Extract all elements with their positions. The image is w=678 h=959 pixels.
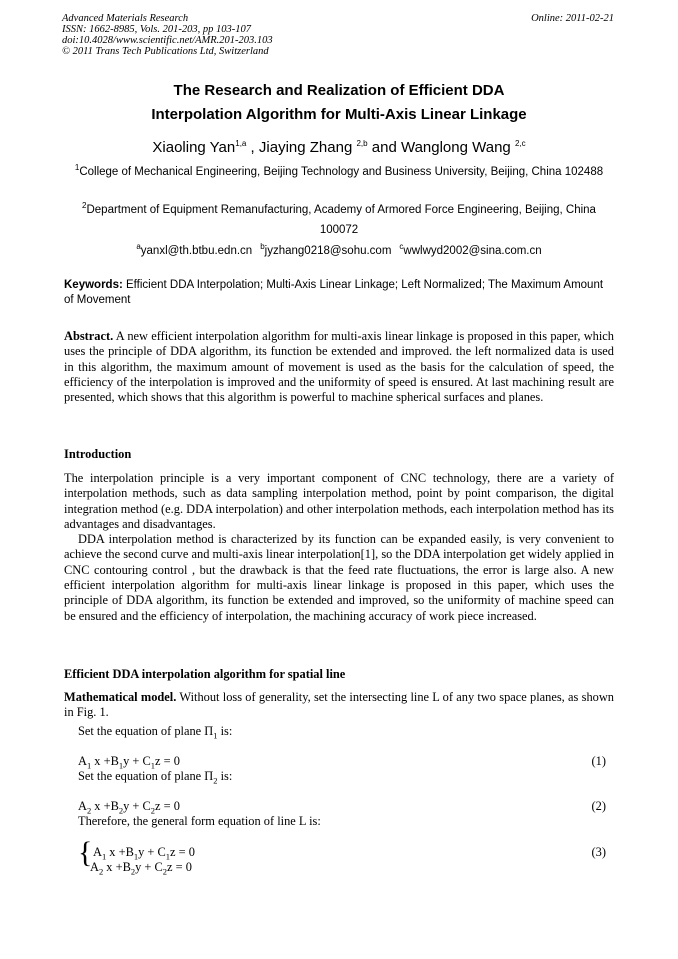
affiliation-1 [70,164,608,180]
online-date: Online: 2011-02-21 [531,13,614,24]
section-2-heading: Efficient DDA interpolation algorithm for spatial line [64,667,346,681]
title-line-2: Interpolation Algorithm for Multi-Axis Linear Linkage [151,106,527,123]
therefore-line: Therefore, the general form equation of line L is: [78,814,321,828]
introduction-para-1: The interpolation principle is a very important component of CNC technology, there are a variety of interpolation methods, such as data sampling interpolation method, point by point comparison, the digital integration method (e.g. DDA interpolation) and other interpolation methods, each interpolation method has its advantages and disadvantages. [64,471,614,531]
set-plane-1-end: is: [217,724,233,738]
equation-3-row-1: $A_1$ $x +B_1y + C_1z = 0$ [93,845,195,862]
email-a: yanxl@th.btbu.edn.cn [140,245,253,257]
model-text: Without loss of generality, set the intersecting line L of any two space planes, as shown in Fig. 1. [64,690,614,720]
email-b-mark: b [260,242,265,252]
equation-1-number: (1) [591,754,606,768]
set-plane-2-text: Set the equation of plane Π [78,769,214,783]
mathematical-model [64,690,614,721]
author-2-affil: 2,b [356,139,368,148]
copyright-line: © 2011 Trans Tech Publications Ltd, Switzerland [62,46,269,57]
author-1-affil: 1,a [235,139,247,148]
equation-2-number: (2) [591,799,606,813]
equation-3-row-2: $A_2$ $x +B_2y + C_2z = 0$ [90,860,192,877]
abstract [64,329,614,405]
affiliation-2-mark: 2 [82,201,87,211]
system-brace: { [78,836,93,869]
doi-line: doi:10.4028/www.scientific.net/AMR.201-203.103 [62,35,273,46]
title-line-1: The Research and Realization of Efficient DDA [173,82,505,99]
keywords [64,278,613,308]
abstract-text: A new efficient interpolation algorithm for multi-axis linear linkage is proposed in this paper, which uses the principle of DDA algorithm, its function be extended and improved. the left normalized data is used in this algorithm, the maximum amount of movement is used as the basis for the calculation of speed, the efficiency of the interpolation is improved and the uniformity of speed is ensured. At last machining result are presented, which shows that this algorithm is powerful to machine spherical surfaces and planes. [64,329,614,405]
journal-header [62,13,273,57]
author-3-affil: 2,c [514,139,526,148]
journal-name: Advanced Materials Research [62,13,189,24]
set-plane-2-end: is: [217,769,233,783]
set-plane-2 [78,769,232,784]
affiliation-2-text: Department of Equipment Remanufacturing, Academy of Armored Force Engineering, Beijing, China 100072 [86,204,596,236]
email-list [0,243,678,259]
affiliation-2 [70,200,608,240]
author-2: Jiaying Zhang [258,139,353,156]
author-sep-1: , [246,139,259,156]
set-plane-1 [78,724,232,739]
equation-1: $A_1$ $x +B_1y + C_1z = 0$ [78,754,180,771]
set-plane-1-text: Set the equation of plane Π [78,724,214,738]
paper-title [0,79,678,127]
model-label: Mathematical model. [64,690,177,704]
equation-3-number: (3) [591,845,606,859]
author-list [0,137,678,159]
author-1: Xiaoling Yan [152,139,236,156]
introduction-para-2: DDA interpolation method is characterized by its function can be expanded easily, is very convenient to achieve the second curve and multi-axis linear interpolation[1], so the DDA interpolation get widely applied in CNC contouring control , but the drawback is that the feed rate fluctuations, the error is large also. A new efficient interpolation algorithm for multi-axis linear linkage is proposed in this paper, which uses the principle of DDA algorithm, its function be extended and improved, so the uniformity of machine speed can be ensured and the efficiency of interpolation, the machining accuracy of work piece increased. [64,532,614,623]
equation-2: $A_2$ $x +B_2y + C_2z = 0$ [78,799,180,816]
affiliation-1-mark: 1 [74,163,80,173]
keywords-label: Keywords: [64,279,123,291]
set-plane-2-sub: 2 [213,775,218,786]
author-sep-2: and [367,139,401,156]
set-plane-1-sub: 1 [213,730,218,741]
author-3: Wanglong Wang [400,139,511,156]
introduction-heading: Introduction [64,447,132,461]
keywords-text: Efficient DDA Interpolation; Multi-Axis Linear Linkage; Left Normalized; The Maximum Amount of Movement [64,279,604,306]
introduction-body [64,471,614,624]
affiliation-1-text: College of Mechanical Engineering, Beijing Technology and Business University, Beijing, China 102488 [79,166,604,178]
email-c-mark: c [399,242,404,252]
issn-line: ISSN: 1662-8985, Vols. 201-203, pp 103-107 [62,24,251,35]
abstract-label: Abstract. [64,329,114,343]
email-c: wwlwyd2002@sina.com.cn [403,245,542,257]
email-b: jyzhang0218@sohu.com [264,245,392,257]
email-a-mark: a [136,242,141,252]
